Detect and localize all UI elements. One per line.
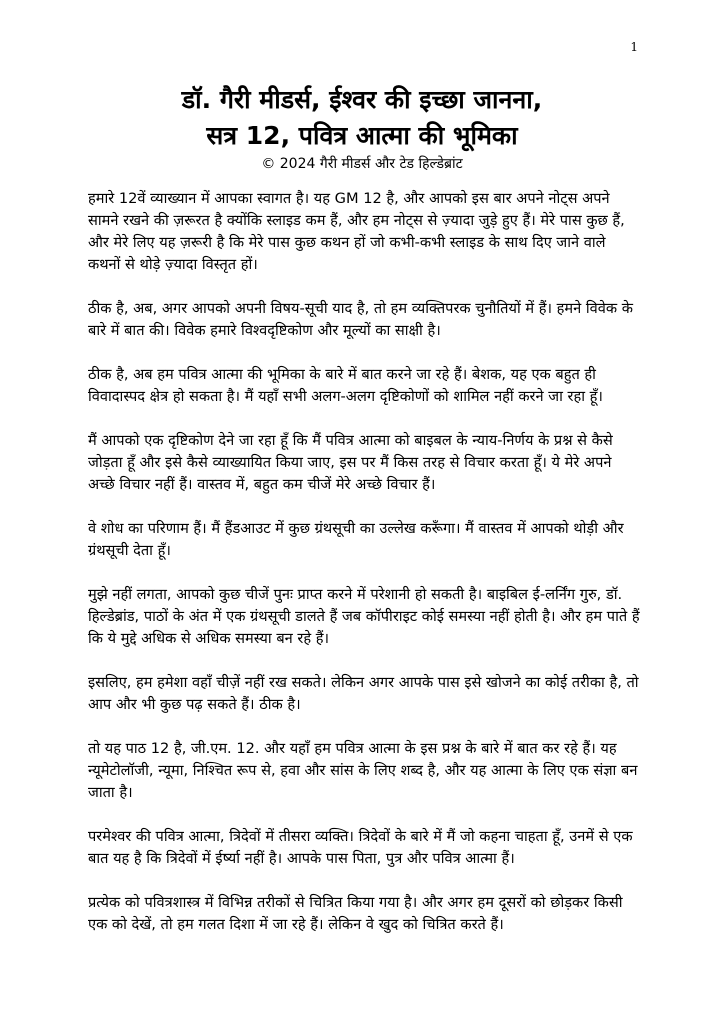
paragraph: ठीक है, अब हम पवित्र आत्मा की भूमिका के बारे में बात करने जा रहे हैं। बेशक, यह एक बहुत ही विवादास्पद क्षेत्र हो सकता है। मैं यहाँ सभी अलग-अलग दृष्टिकोणों को शामिल नहीं करने जा रहा हूँ। <box>88 366 603 405</box>
paragraph: तो यह पाठ 12 है, जी.एम. 12. और यहाँ हम पवित्र आत्मा के इस प्रश्न के बारे में बात कर रहे हैं। यह न्यूमेटोलॉजी, न्यूमा, निश्चित रूप से, हवा और सांस के लिए शब्द है, और यह आत्मा के लिए एक संज्ञा बन जाता है। <box>88 740 638 801</box>
paragraph: प्रत्येक को पवित्रशास्त्र में विभिन्न तरीकों से चित्रित किया गया है। और अगर हम दूसरों को छोड़कर किसी एक को देखें, तो हम गलत दिशा में जा रहे हैं। लेकिन वे खुद को चित्रित करते हैं। <box>88 894 623 933</box>
copyright-line: © 2024 गैरी मीडर्स और टेड हिल्डेब्रांट <box>261 156 463 172</box>
paragraph: ठीक है, अब, अगर आपको अपनी विषय-सूची याद है, तो हम व्यक्तिपरक चुनौतियों में हैं। हमने विवेक के बारे में बात की। विवेक हमारे विश्वदृष्टिकोण और मूल्यों का साक्षी है। <box>88 300 633 339</box>
page-number: 1 <box>630 40 638 54</box>
paragraph: परमेश्वर की पवित्र आत्मा, त्रिदेवों में तीसरा व्यक्ति। त्रिदेवों के बारे में मैं जो कहना चाहता हूँ, उनमें से एक बात यह है कि त्रिदेवों में ईर्ष्या नहीं है। आपके पास पिता, पुत्र और पवित्र आत्मा हैं। <box>88 828 633 867</box>
paragraph: मैं आपको एक दृष्टिकोण देने जा रहा हूँ कि मैं पवित्र आत्मा को बाइबल के न्याय-निर्णय के प्रश्न से कैसे जोड़ता हूँ और इसे कैसे व्याख्यायित किया जाए, इस पर मैं किस तरह से विचार करता हूँ। ये मेरे अपने अच्छे विचार नहीं हैं। वास्तव में, बहुत कम चीजें मेरे अच्छे विचार हैं। <box>88 432 613 493</box>
document-title <box>0 82 724 154</box>
paragraph: वे शोध का परिणाम हैं। मैं हैंडआउट में कुछ ग्रंथसूची का उल्लेख करूँगा। मैं वास्तव में आपको थोड़ी और ग्रंथसूची देता हूँ। <box>88 520 624 559</box>
paragraph: मुझे नहीं लगता, आपको कुछ चीजें पुनः प्राप्त करने में परेशानी हो सकती है। बाइबिल ई-लर्निंग गुरु, डॉ. हिल्डेब्रांड, पाठों के अंत में एक ग्रंथसूची डालते हैं जब कॉपीराइट कोई समस्या नहीं होती है। और हम पाते हैं कि ये मुद्दे अधिक से अधिक समस्या बन रहे हैं। <box>88 586 640 647</box>
paragraph: हमारे 12वें व्याख्यान में आपका स्वागत है। यह GM 12 है, और आपको इस बार अपने नोट्स अपने सामने रखने की ज़रूरत है क्योंकि स्लाइड कम हैं, और हम नोट्स से ज़्यादा जुड़े हुए हैं। मेरे पास कुछ हैं, और मेरे लिए यह ज़रूरी है कि मेरे पास कुछ कथन हों जो कभी-कभी स्लाइड के साथ दिए जाने वाले कथनों से थोड़े ज़्यादा विस्तृत हों। <box>88 190 625 273</box>
title-line-2: सत्र 12, पवित्र आत्मा की भूमिका <box>206 121 518 150</box>
document-body <box>88 188 640 958</box>
paragraph: इसलिए, हम हमेशा वहाँ चीज़ें नहीं रख सकते। लेकिन अगर आपके पास इसे खोजने का कोई तरीका है, तो आप और भी कुछ पढ़ सकते हैं। ठीक है। <box>88 674 639 713</box>
title-line-1: डॉ. गैरी मीडर्स, ईश्वर की इच्छा जानना, <box>181 85 543 114</box>
